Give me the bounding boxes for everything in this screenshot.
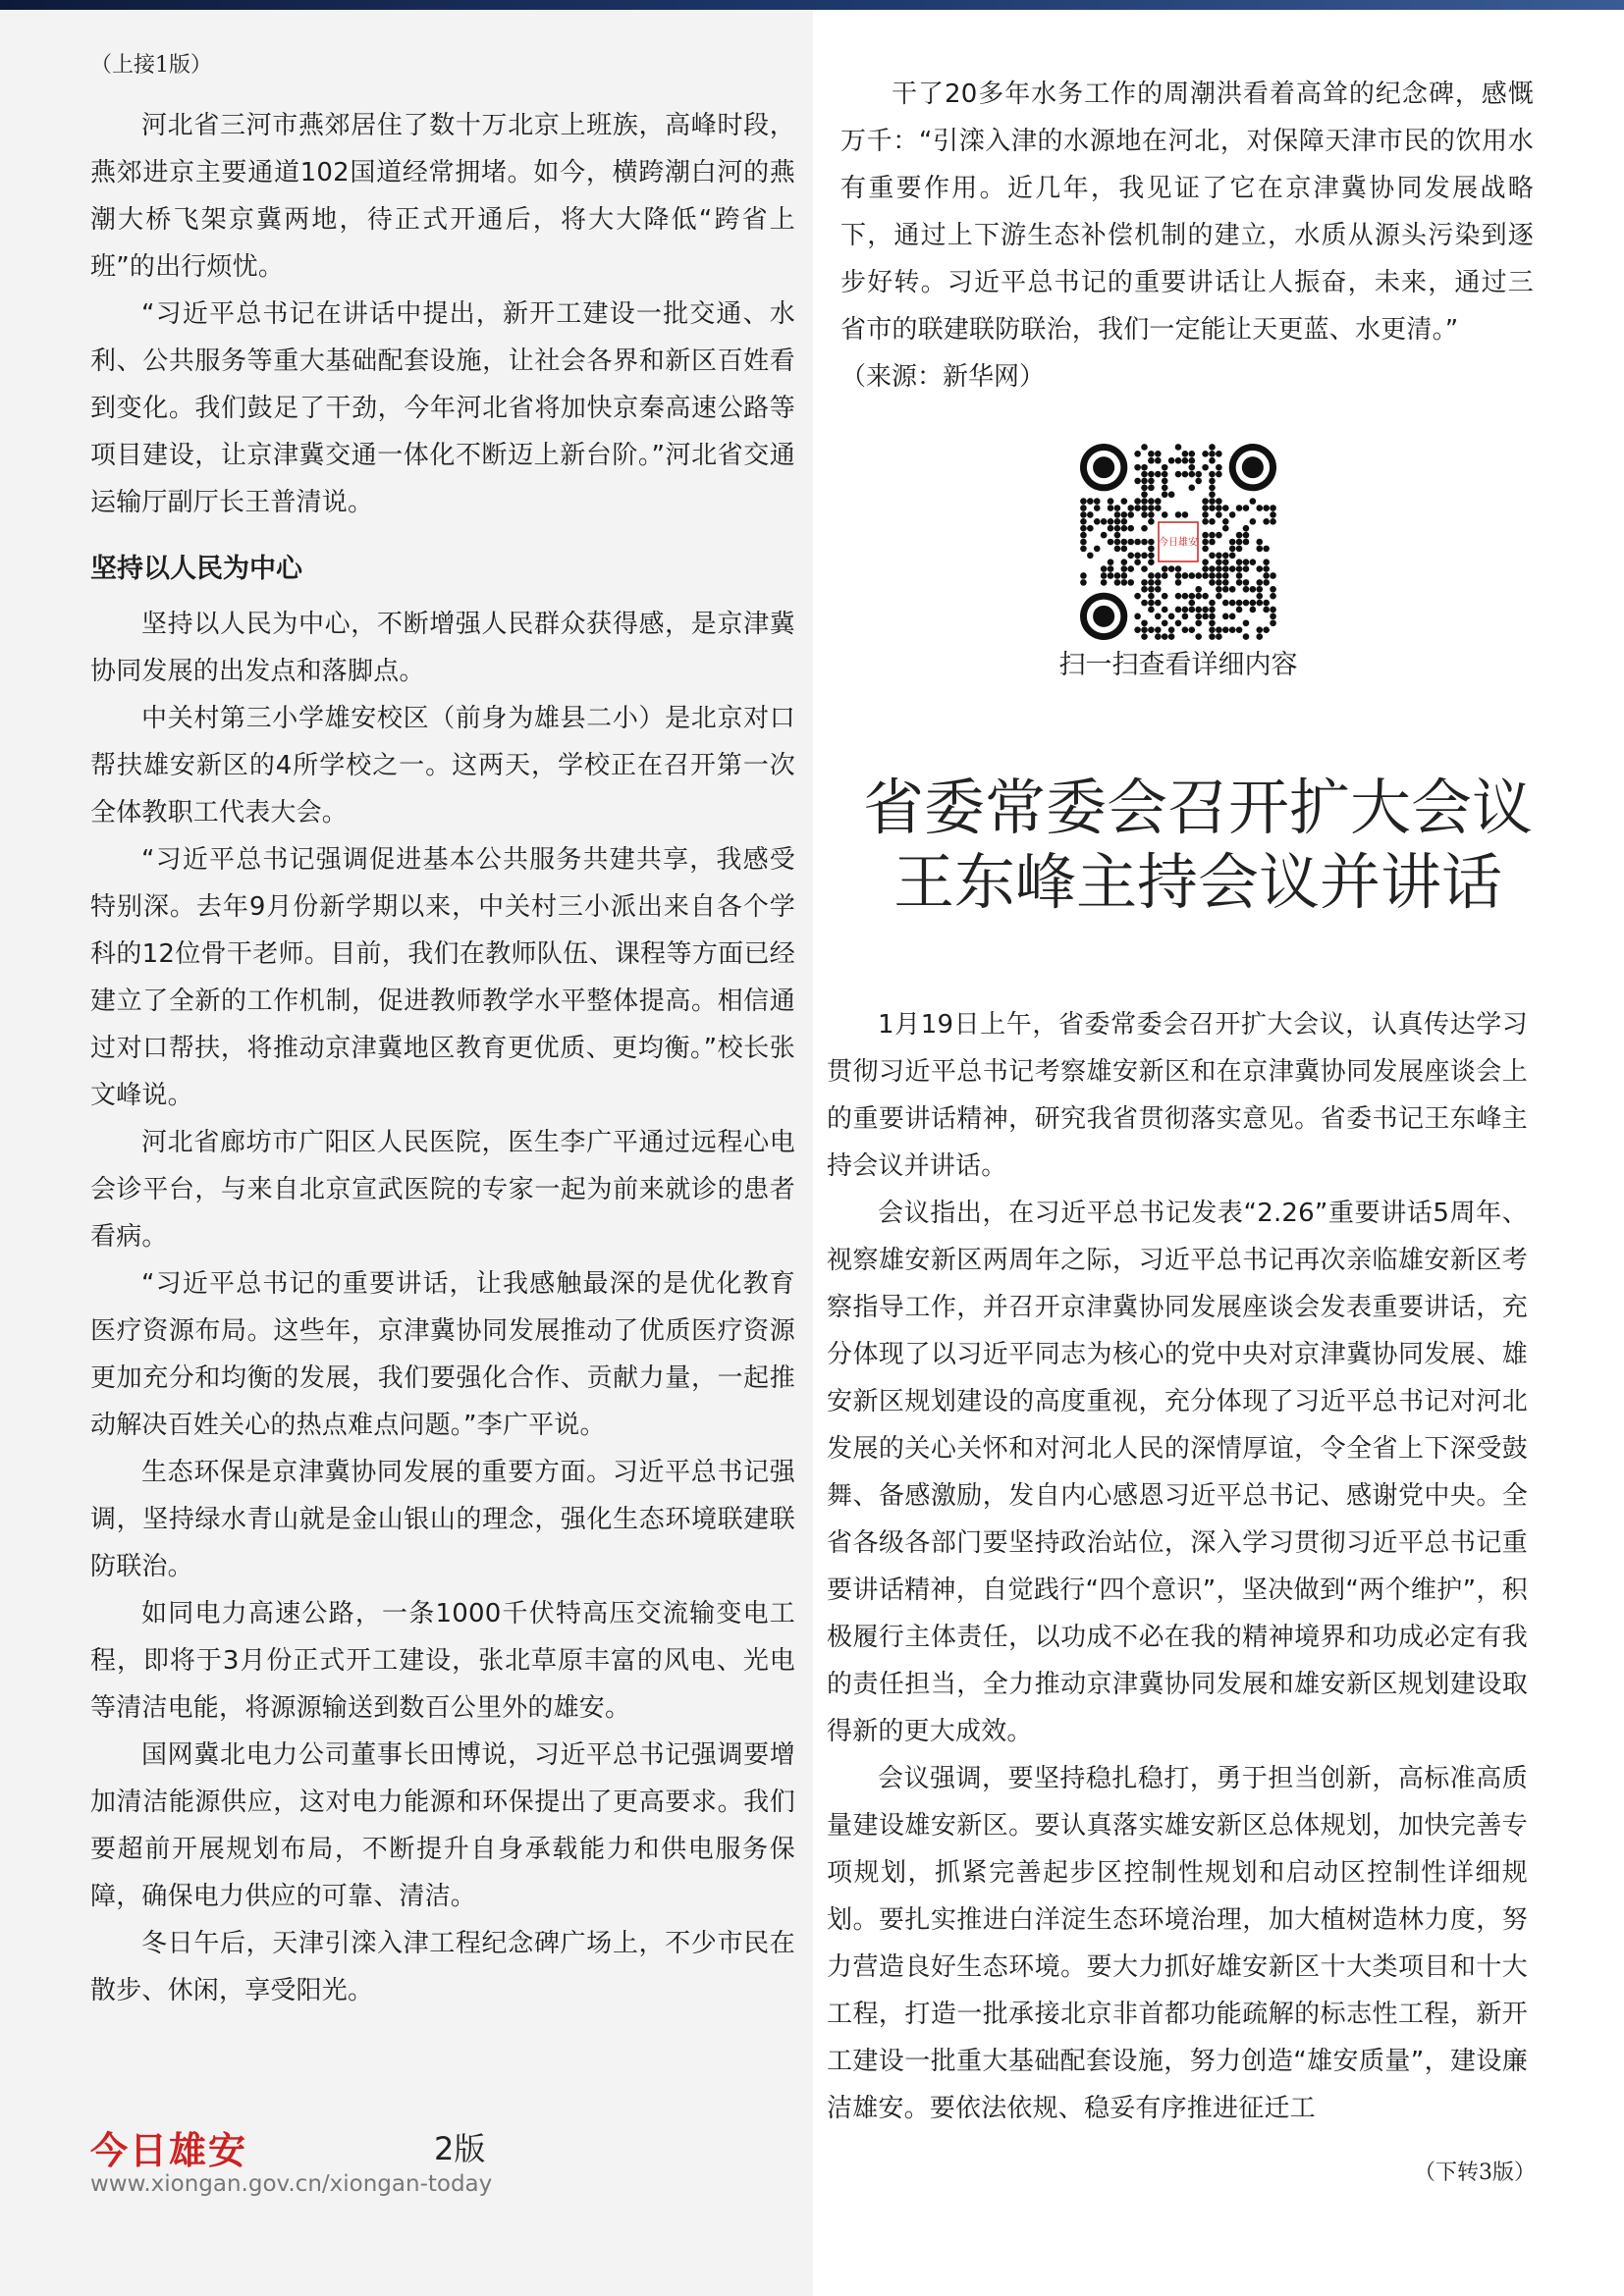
qr-caption: 扫一扫查看详细内容 [1058, 650, 1298, 680]
paragraph: “习近平总书记强调促进基本公共服务共建共享，我感受特别深。去年9月份新学期以来，中关村三小派出来自各个学科的12位骨干老师。目前，我们在教师队伍、课程等方面已经建立了全新的工作机制，促进教师教学水平整体提高。相信通过对口帮扶，将推动京津冀地区教育更优质、更均衡。”校长张文峰说。 [90, 845, 795, 1110]
page-number: 2版 [434, 2130, 486, 2167]
paragraph: 会议强调，要坚持稳扎稳打，勇于担当创新，高标准高质量建设雄安新区。要认真落实雄安新区总体规划，加快完善专项规划，抓紧完善起步区控制性规划和启动区控制性详细规划。要扎实推进白洋淀生态环境治理，加大植树造林力度，努力营造良好生态环境。要大力抓好雄安新区十大类项目和十大工程，打造一批承接北京非首都功能疏解的标志性工程，新开工建设一批重大基础配套设施，努力创造“雄安质量”，建设廉洁雄安。要依法依规、稳妥有序推进征迁工 [827, 1764, 1528, 2123]
headline-line-1: 省委常委会召开扩大会议 [862, 772, 1533, 843]
paragraph: 生态环保是京津冀协同发展的重要方面。习近平总书记强调，坚持绿水青山就是金山银山的理念，强化生态环境联建联防联治。 [90, 1458, 795, 1581]
article-headline [825, 771, 1571, 920]
paragraph: 河北省三河市燕郊居住了数十万北京上班族，高峰时段，燕郊进京主要通道102国道经常拥堵。如今，横跨潮白河的燕潮大桥飞架京冀两地，待正式开通后，将大大降低“跨省上班”的出行烦忧。 [90, 111, 795, 282]
left-column [90, 51, 795, 2014]
paragraph: 冬日午后，天津引滦入津工程纪念碑广场上，不少市民在散步、休闲，享受阳光。 [90, 1929, 795, 2005]
headline-line-2: 王东峰主持会议并讲话 [893, 846, 1502, 918]
paragraph: 国网冀北电力公司董事长田博说，习近平总书记强调要增加清洁能源供应，这对电力能源和环保提出了更高要求。我们要超前开展规划布局，不断提升自身承载能力和供电服务保障，确保电力供应的可靠、清洁。 [90, 1740, 795, 1911]
paragraph: 坚持以人民为中心，不断增强人民群众获得感，是京津冀协同发展的出发点和落脚点。 [90, 610, 795, 686]
paragraph: “习近平总书记在讲话中提出，新开工建设一批交通、水利、公共服务等重大基础配套设施，让社会各界和新区百姓看到变化。我们鼓足了干劲，今年河北省将加快京秦高速公路等项目建设，让京津冀交通一体化不断迈上新台阶。”河北省交通运输厅副厅长王普清说。 [90, 299, 795, 517]
source-note: （来源：新华网） [840, 362, 1046, 392]
publication-logo: 今日雄安 [90, 2128, 248, 2172]
paragraph: 会议指出，在习近平总书记发表“2.26”重要讲话5周年、视察雄安新区两周年之际，习近平总书记再次亲临雄安新区考察指导工作，并召开京津冀协同发展座谈会发表重要讲话，充分体现了以习近平同志为核心的党中央对京津冀协同发展、雄安新区规划建设的高度重视，充分体现了习近平总书记对河北发展的关心关怀和对河北人民的深情厚谊，令全省上下深受鼓舞、备感激励，发自内心感恩习近平总书记、感谢党中央。全省各级各部门要坚持政治站位，深入学习贯彻习近平总书记重要讲话精神，自觉践行“四个意识”，坚决做到“两个维护”，积极履行主体责任，以功成不必在我的精神境界和功成必定有我的责任担当，全力推动京津冀协同发展和雄安新区规划建设取得新的更大成效。 [827, 1199, 1528, 1746]
website-url[interactable]: www.xiongan.gov.cn/xiongan-today [90, 2171, 493, 2197]
paragraph: “习近平总书记的重要讲话，让我感触最深的是优化教育医疗资源布局。这些年，京津冀协同发展推动了优质医疗资源更加充分和均衡的发展，我们要强化合作、贡献力量，一起推动解决百姓关心的热点难点问题。”李广平说。 [90, 1269, 795, 1440]
continued-from-label: （上接1版） [90, 53, 212, 78]
right-column-bottom [827, 1001, 1528, 2132]
continued-to-label: （下转3版） [1414, 2161, 1536, 2185]
paragraph: 中关村第三小学雄安校区（前身为雄县二小）是北京对口帮扶雄安新区的4所学校之一。这两天，学校正在召开第一次全体教职工代表大会。 [90, 704, 795, 828]
paragraph: 如同电力高速公路，一条1000千伏特高压交流输变电工程，即将于3月份正式开工建设，张北草原丰富的风电、光电等清洁电能，将源源输送到数百公里外的雄安。 [90, 1599, 795, 1723]
qr-code-image [1080, 444, 1276, 640]
section-heading: 坚持以人民为中心 [90, 554, 302, 584]
qr-center-logo: 今日雄安 [1159, 537, 1198, 549]
paragraph: 1月19日上午，省委常委会召开扩大会议，认真传达学习贯彻习近平总书记考察雄安新区和在京津冀协同发展座谈会上的重要讲话精神，研究我省贯彻落实意见。省委书记王东峰主持会议并讲话。 [827, 1010, 1528, 1181]
qr-code[interactable] [1080, 444, 1276, 640]
paragraph: 干了20多年水务工作的周潮洪看着高耸的纪念碑，感慨万千：“引滦入津的水源地在河北，对保障天津市民的饮用水有重要作用。近几年，我见证了它在京津冀协同发展战略下，通过上下游生态补偿机制的建立，水质从源头污染到逐步好转。习近平总书记的重要讲话让人振奋，未来，通过三省市的联建联防联治，我们一定能让天更蓝、水更清。” [840, 80, 1534, 345]
top-color-bar [0, 0, 1624, 10]
paragraph: 河北省廊坊市广阳区人民医院，医生李广平通过远程心电会诊平台，与来自北京宣武医院的专家一起为前来就诊的患者看病。 [90, 1128, 795, 1252]
right-column-top [840, 71, 1534, 400]
